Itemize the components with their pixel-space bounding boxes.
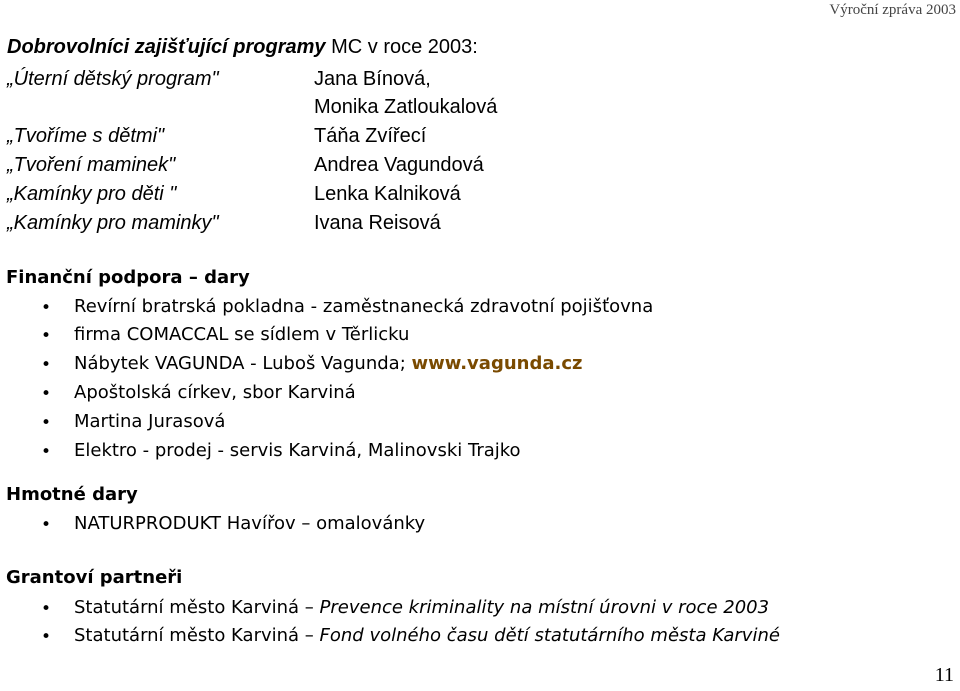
page-number: 11: [934, 664, 954, 686]
grant-partner: Statutární město Karviná –: [74, 625, 320, 646]
program-name: „Úterní dětský program": [7, 68, 219, 90]
bullet-icon: •: [41, 599, 52, 619]
bullet-icon: •: [41, 384, 52, 404]
bullet-icon: •: [41, 515, 52, 535]
donor-item: Martina Jurasová: [74, 411, 226, 432]
donor-item: [74, 353, 582, 374]
grant-item: [74, 597, 769, 618]
volunteer-name: Táňa Zvířecí: [314, 125, 427, 147]
volunteer-name: Andrea Vagundová: [314, 154, 484, 176]
donor-item: firma COMACCAL se sídlem v Těrlicku: [74, 324, 410, 345]
financial-heading: Finanční podpora – dary: [6, 267, 250, 288]
bullet-icon: •: [41, 627, 52, 647]
donor-item: Revírní bratrská pokladna - zaměstnanecká zdravotní pojišťovna: [74, 296, 654, 317]
report-header: Výroční zpráva 2003: [829, 2, 956, 18]
program-name: „Kamínky pro maminky": [7, 212, 219, 234]
bullet-icon: •: [41, 413, 52, 433]
material-item: NATURPRODUKT Havířov – omalovánky: [74, 513, 426, 534]
grant-partner: Statutární město Karviná –: [74, 597, 320, 618]
grants-heading: Grantoví partneři: [6, 567, 183, 588]
volunteer-name: Monika Zatloukalová: [314, 96, 498, 118]
program-name: „Kamínky pro děti ": [7, 183, 177, 205]
grant-item: [74, 625, 780, 646]
program-name: „Tvoření maminek": [7, 154, 176, 176]
volunteers-title-rest: MC v roce 2003:: [325, 36, 478, 58]
volunteer-name: Ivana Reisová: [314, 212, 441, 234]
volunteers-title-bold: Dobrovolníci zajišťující programy: [7, 36, 326, 58]
bullet-icon: •: [41, 442, 52, 462]
volunteers-title: [7, 36, 478, 59]
grant-program: Fond volného času dětí statutárního města Karviné: [319, 625, 780, 646]
volunteer-name: Jana Bínová,: [314, 68, 431, 90]
bullet-icon: •: [41, 298, 52, 318]
vagunda-link[interactable]: www.vagunda.cz: [411, 353, 583, 374]
material-heading: Hmotné dary: [6, 484, 138, 505]
bullet-icon: •: [41, 355, 52, 375]
bullet-icon: •: [41, 326, 52, 346]
donor-item-text: Nábytek VAGUNDA - Luboš Vagunda;: [74, 353, 412, 374]
donor-item: Apoštolská církev, sbor Karviná: [74, 382, 356, 403]
donor-item: Elektro - prodej - servis Karviná, Malinovski Trajko: [74, 440, 521, 461]
grant-program: Prevence kriminality na místní úrovni v roce 2003: [319, 597, 770, 618]
volunteer-name: Lenka Kalniková: [314, 183, 461, 205]
program-name: „Tvoříme s dětmi": [7, 125, 165, 147]
